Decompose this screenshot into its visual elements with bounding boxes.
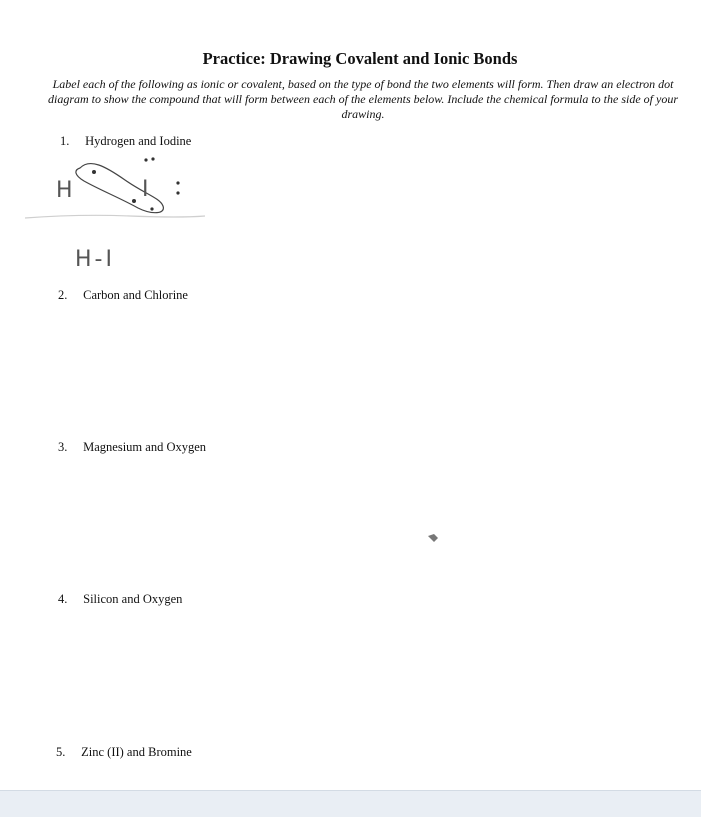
question-number: 5. bbox=[56, 745, 66, 759]
question-text: Silicon and Oxygen bbox=[83, 592, 183, 606]
worksheet-instructions: Label each of the following as ionic or covalent, based on the type of bond the two elements will form. Then draw an electron dot diagram to show the compound that will form between each of the elements below. Include the chemical formula to the side of your drawing. bbox=[48, 77, 679, 121]
question-5 bbox=[56, 745, 192, 760]
svg-text:I: I bbox=[142, 177, 149, 202]
electron-dot bbox=[151, 157, 154, 160]
question-text: Carbon and Chlorine bbox=[83, 288, 188, 302]
electron-dot-drawing-hi bbox=[20, 148, 220, 278]
question-text: Zinc (II) and Bromine bbox=[81, 745, 192, 759]
handwritten-i bbox=[142, 177, 149, 202]
electron-dot bbox=[132, 199, 136, 203]
handwritten-formula bbox=[75, 247, 115, 272]
question-text: Hydrogen and Iodine bbox=[85, 134, 192, 148]
question-number: 3. bbox=[58, 440, 68, 454]
question-4 bbox=[58, 592, 182, 607]
bottom-band bbox=[0, 790, 701, 817]
svg-text:H-I: H-I bbox=[75, 247, 115, 272]
smudge-line bbox=[25, 215, 205, 218]
question-2 bbox=[58, 288, 188, 303]
question-number: 2. bbox=[58, 288, 68, 302]
electron-dot bbox=[144, 158, 147, 161]
bond-circle bbox=[76, 164, 164, 213]
question-number: 1. bbox=[60, 134, 70, 148]
question-number: 4. bbox=[58, 592, 68, 606]
ink-mark bbox=[426, 532, 440, 544]
electron-dot bbox=[150, 207, 153, 210]
worksheet-title: Practice: Drawing Covalent and Ionic Bonds bbox=[202, 49, 518, 68]
handwritten-h bbox=[56, 178, 73, 203]
question-text: Magnesium and Oxygen bbox=[83, 440, 207, 454]
electron-dot bbox=[92, 170, 96, 174]
electron-dot bbox=[176, 191, 179, 194]
question-1 bbox=[60, 134, 191, 149]
svg-text:H: H bbox=[56, 178, 73, 203]
question-3 bbox=[58, 440, 206, 455]
electron-dot bbox=[176, 181, 179, 184]
